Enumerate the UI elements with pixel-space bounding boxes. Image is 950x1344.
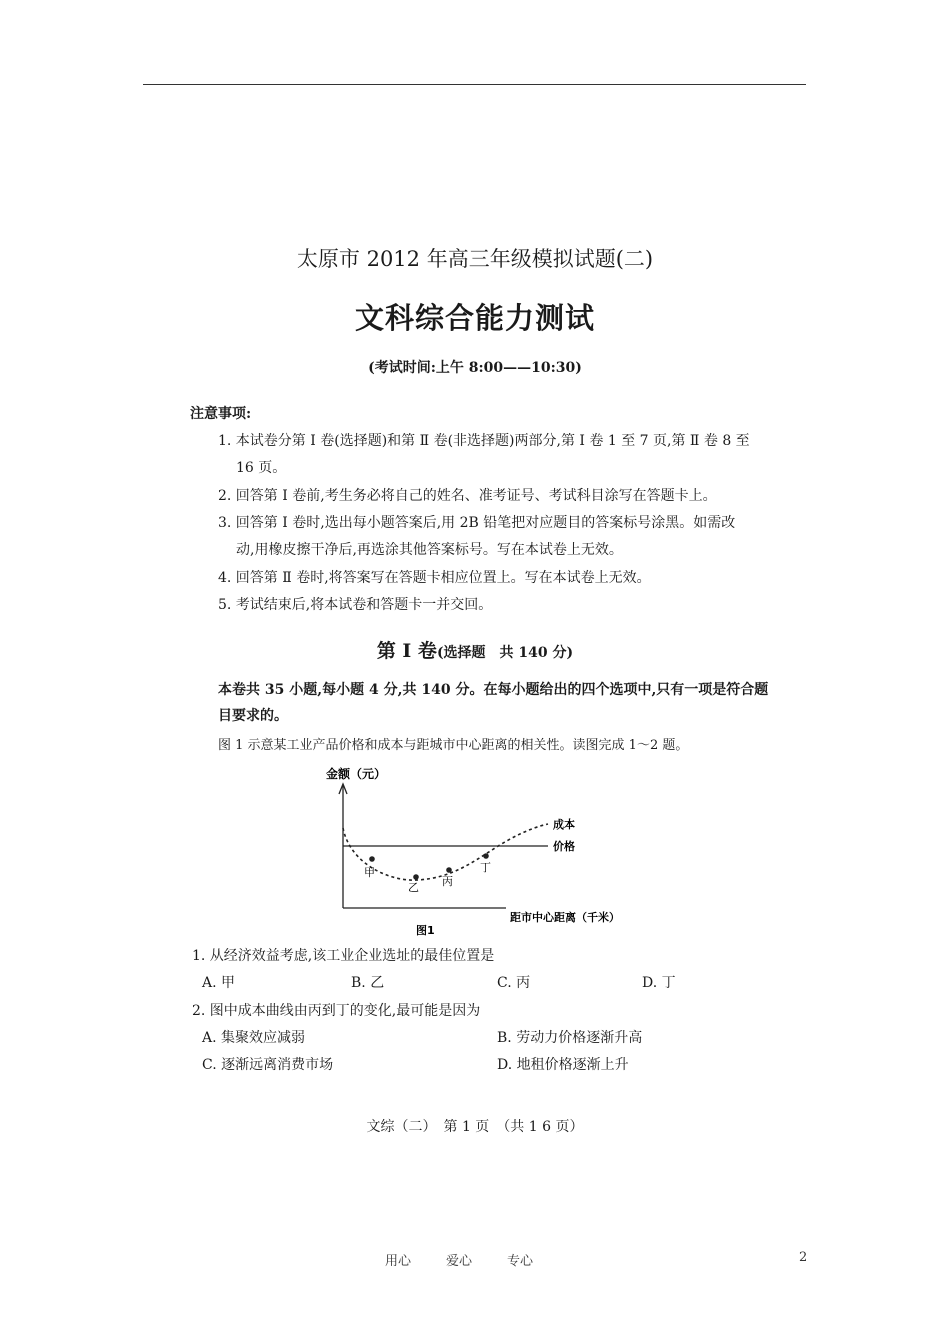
- page-number: 2: [799, 1250, 808, 1265]
- notice-item-1: 1. 本试卷分第 Ⅰ 卷(选择题)和第 Ⅱ 卷(非选择题)两部分,第 Ⅰ 卷 1 至 7 页,第 Ⅱ 卷 8 至 16 页。: [218, 433, 750, 476]
- exam-time: (考试时间:上午 8:00——10:30): [368, 360, 582, 376]
- question-1-option-d: D. 丁: [642, 975, 676, 991]
- notice-heading: 注意事项:: [190, 406, 252, 422]
- figure-caption: 图1: [416, 924, 435, 937]
- page-info: 文综（二） 第 1 页 （共 1 6 页）: [366, 1119, 584, 1135]
- y-axis-label: 金额（元）: [326, 767, 387, 781]
- figure-intro: 图 1 示意某工业产品价格和成本与距城市中心距离的相关性。读图完成 1～2 题。: [218, 738, 689, 753]
- section-intro: 本卷共 35 小题,每小题 4 分,共 140 分。在每小题给出的四个选项中,只有一项是符合题目要求的。: [218, 682, 769, 724]
- notice-item-4: 4. 回答第 Ⅱ 卷时,将答案写在答题卡相应位置上。写在本试卷上无效。: [218, 570, 651, 586]
- exam-subtitle: 太原市 2012 年高三年级模拟试题(二): [296, 247, 654, 271]
- point-yi: [413, 874, 419, 880]
- point-ding: [483, 853, 489, 859]
- question-2-stem: 2. 图中成本曲线由丙到丁的变化,最可能是因为: [192, 1003, 481, 1019]
- slogan-2: 爱心: [446, 1254, 473, 1269]
- question-1-option-c: C. 丙: [497, 975, 531, 991]
- point-jia: [369, 856, 375, 862]
- question-2-option-b: B. 劳动力价格逐渐升高: [497, 1030, 643, 1046]
- notice-item-2: 2. 回答第 Ⅰ 卷前,考生务必将自己的姓名、准考证号、考试科目涂写在答题卡上。: [218, 488, 717, 504]
- question-1-option-b: B. 乙: [351, 975, 385, 991]
- slogan-1: 用心: [385, 1254, 412, 1269]
- question-1-option-a: A. 甲: [202, 975, 236, 991]
- question-1-stem: 1. 从经济效益考虑,该工业企业选址的最佳位置是: [192, 948, 495, 964]
- notice-item-3: 3. 回答第 Ⅰ 卷时,选出每小题答案后,用 2B 铅笔把对应题目的答案标号涂黑。如需改 动,用橡皮擦干净后,再选涂其他答案标号。写在本试卷上无效。: [218, 515, 736, 558]
- question-2-option-c: C. 逐渐远离消费市场: [202, 1057, 334, 1073]
- section-title: 第 Ⅰ 卷(选择题 共 140 分): [376, 640, 574, 662]
- point-ding-label: 丁: [480, 861, 491, 874]
- figure-1-chart: [320, 764, 640, 948]
- point-bing-label: 丙: [442, 875, 453, 888]
- exam-title: 文科综合能力测试: [354, 301, 595, 335]
- chart-svg: [320, 764, 640, 944]
- point-yi-label: 乙: [408, 881, 419, 894]
- x-axis-label: 距市中心距离（千米）: [510, 911, 620, 924]
- question-2-option-a: A. 集聚效应减弱: [202, 1030, 306, 1046]
- price-label: 价格: [553, 840, 575, 853]
- header-rule: [143, 84, 806, 85]
- point-jia-label: 甲: [364, 866, 375, 879]
- slogan-3: 专心: [507, 1254, 534, 1269]
- question-2-option-d: D. 地租价格逐渐上升: [497, 1057, 629, 1073]
- cost-label: 成本: [553, 818, 575, 831]
- notice-item-5: 5. 考试结束后,将本试卷和答题卡一并交回。: [218, 597, 493, 613]
- point-bing: [446, 867, 452, 873]
